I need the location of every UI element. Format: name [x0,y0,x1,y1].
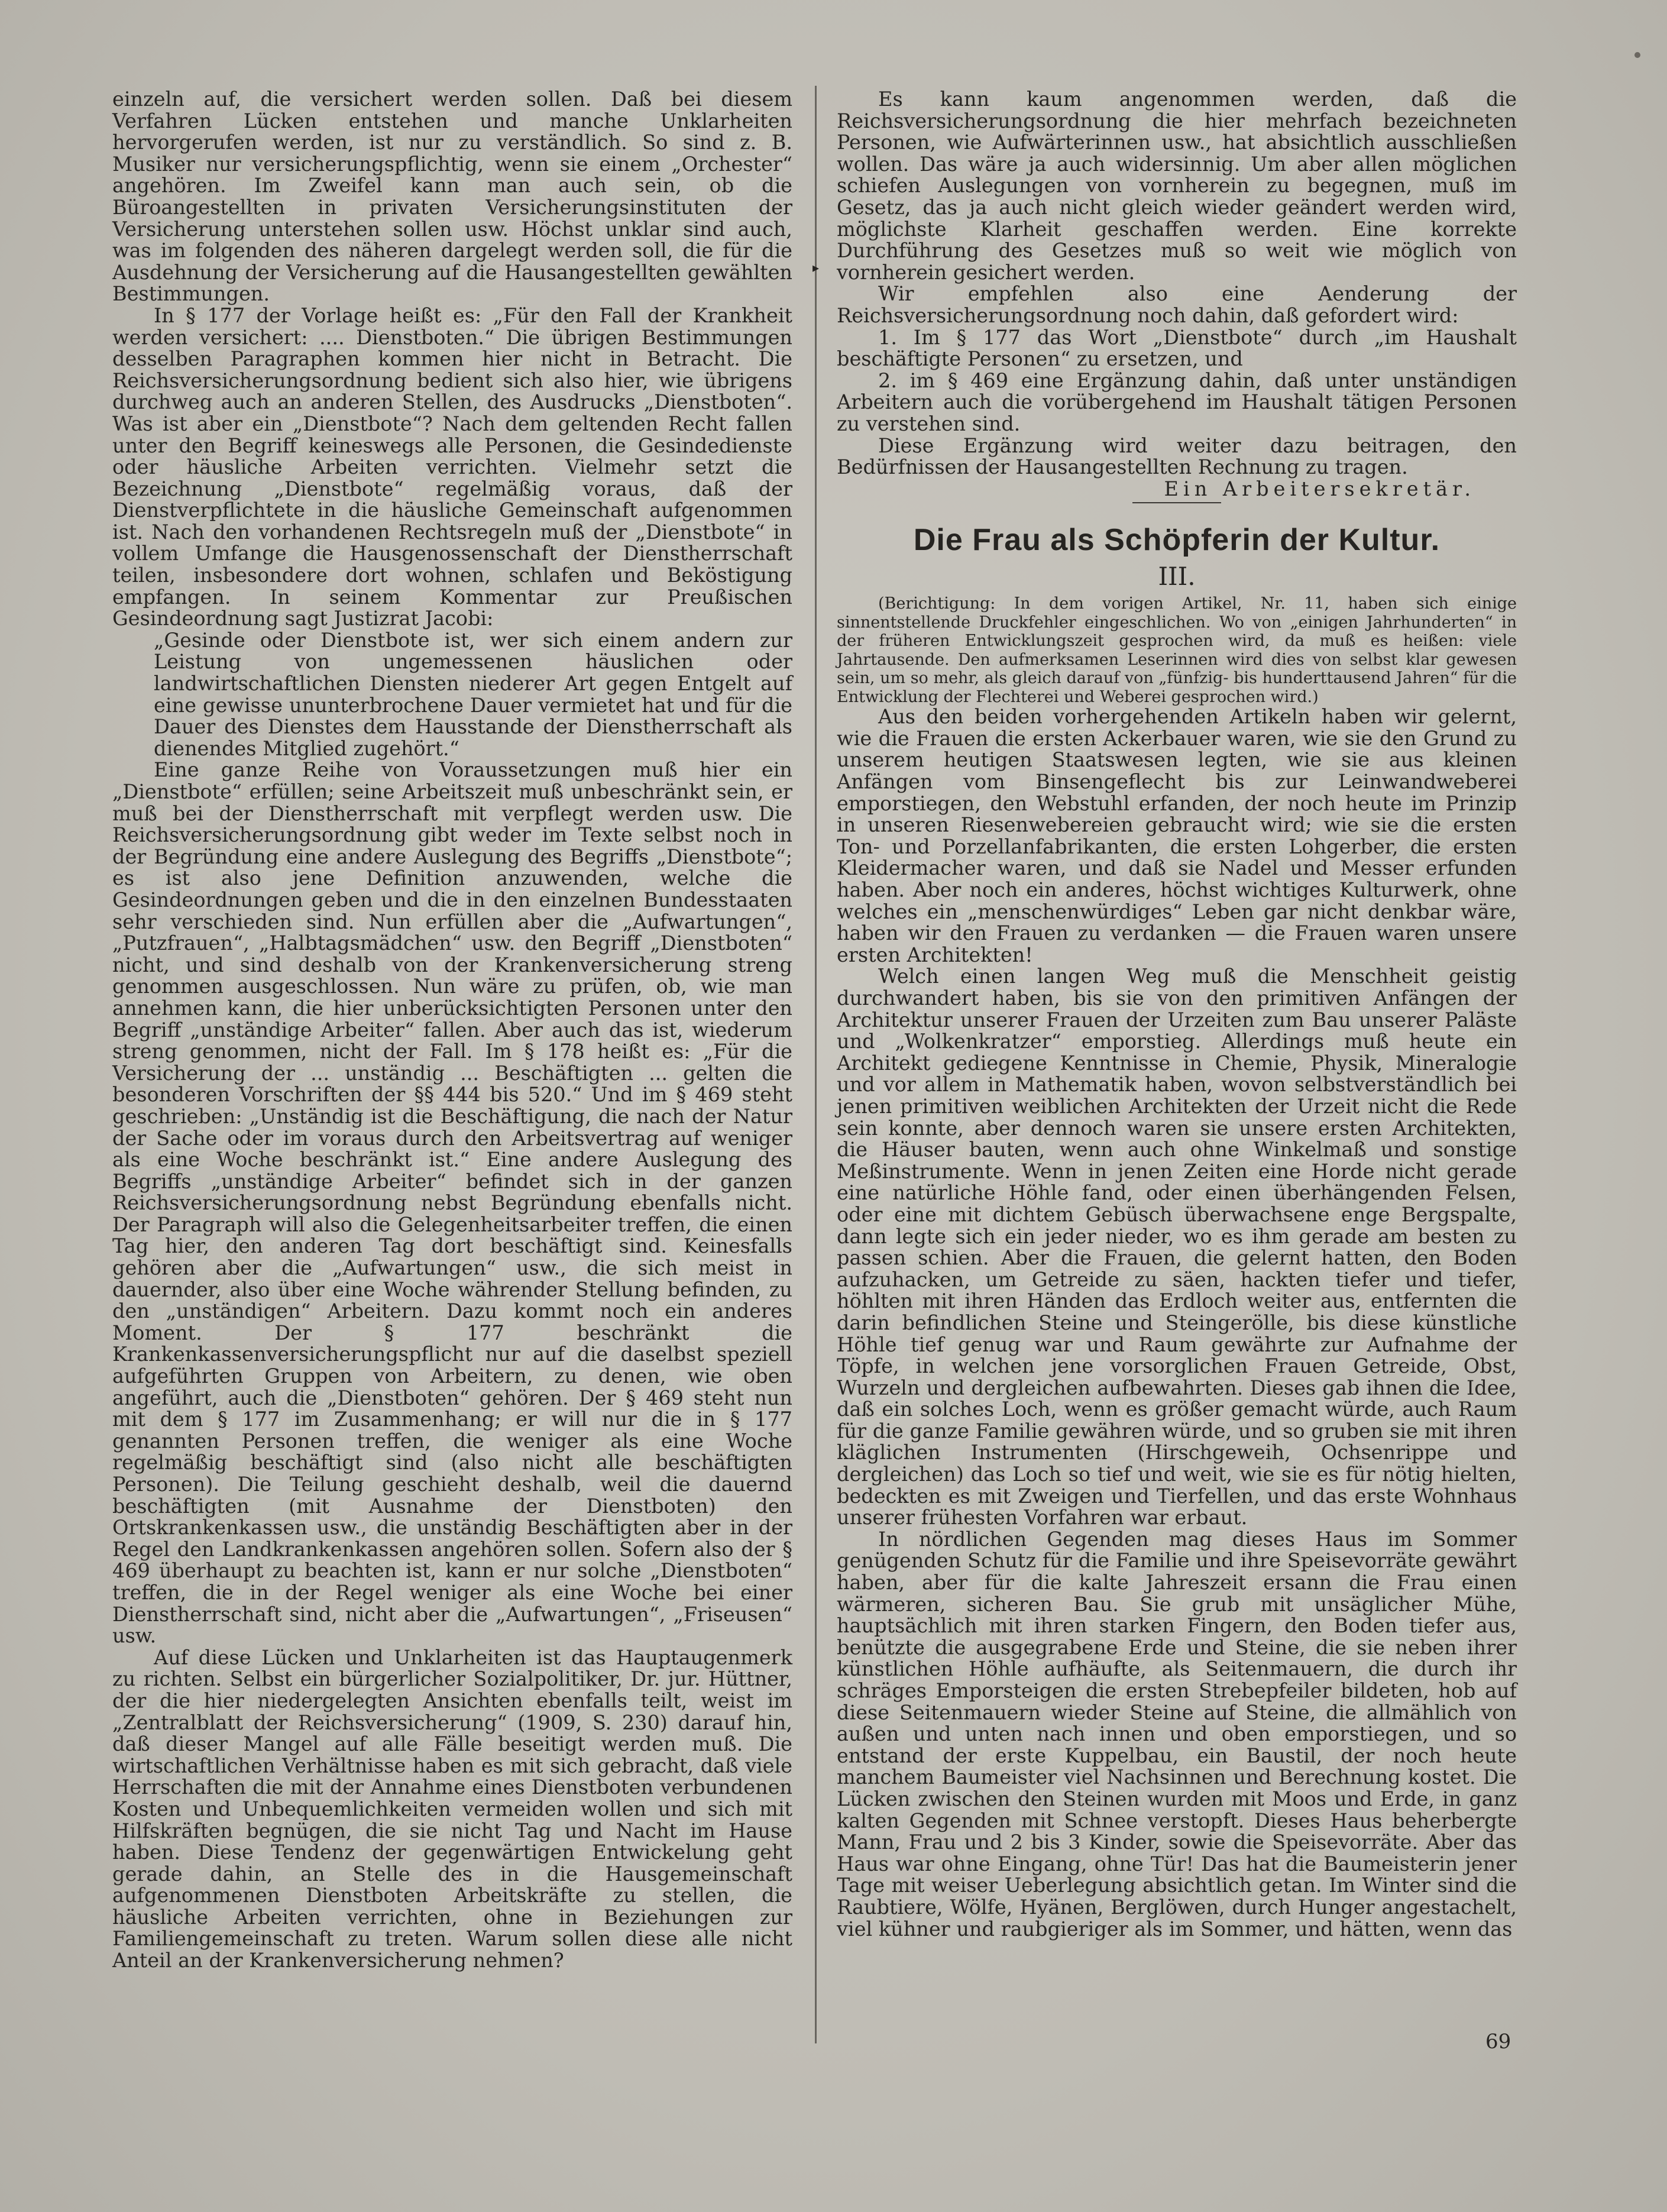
article-paragraph-1: Aus den beiden vorhergehenden Artikeln haben wir gelernt, wie die Frauen die ersten Ackerbauer waren, wie sie den Grund zu unserem heutigen Staatswesen legten, wie sie aus kleinen Anfängen vom Binsengeflecht bis zur Leinwandweberei emporstiegen, den Webstuhl erfanden, der noch heute im Prinzip in unseren Riesenwebereien gebraucht wird; wie sie die ersten Ton- und Porzellanfabrikanten, die ersten Lohgerber, die ersten Kleidermacher waren, und daß sie Nadel und Messer erfunden haben. Aber noch ein anderes, höchst wichtiges Kulturwerk, ohne welches ein „menschenwürdiges“ Leben gar nicht denkbar wäre, haben wir den Frauen zu verdanken — die Frauen waren unsere ersten Architekten! [837,705,1517,966]
article-part-number: III. [1158,562,1196,591]
right-paragraph-2: Wir empfehlen also eine Aenderung der Reichsversicherungsordnung noch dahin, daß gefordert wird: [837,282,1517,327]
closing-paragraph: Diese Ergänzung wird weiter dazu beitragen, den Bedürfnissen der Hausangestellten Rechnung zu tragen. [837,434,1517,479]
column-divider [813,86,820,2043]
article-paragraph-3: In nördlichen Gegenden mag dieses Haus im Sommer genügenden Schutz für die Familie und ihre Speisevorräte gewährt haben, aber für die kalte Jahreszeit ersann die Frau einen wärmeren, sicheren Bau. Sie grub mit unsäglicher Mühe, hauptsächlich mit ihren starken Fingern, den Boden tiefer aus, benützte die ausgegrabene Erde und Steine, die sie neben ihrer künstlichen Höhle aufhäufte, als Seitenmauern, die durch ihr schräges Emporsteigen die ersten Strebepfeiler bildeten, hob auf diese Seitenmauern wieder Steine auf Steine, die allmählich von außen und unten nach innen und oben emporstiegen, und so entstand der erste Kuppelbau, ein Baustil, der noch heute manchem Baumeister viel Nachsinnen und Berechnung kostet. Die Lücken zwischen den Steinen wurden mit Moos und Erde, in ganz kalten Gegenden mit Schnee verstopft. Dieses Haus beherbergte Mann, Frau und 2 bis 3 Kinder, sowie die Speisevorräte. Aber das Haus war ohne Eingang, ohne Tür! Das hat die Baumeisterin jener Tage mit weiser Ueberlegung absichtlich getan. Im Winter sind die Raubtiere, Wölfe, Hyänen, Berglöwen, durch Hunger angestachelt, viel kühner und raubgieriger als im Sommer, und hätten, wenn das [837,1527,1517,1941]
signature: Ein Arbeitersekretär. [1164,477,1475,500]
page-number: 69 [1485,2030,1511,2053]
left-paragraph-3: Eine ganze Reihe von Voraussetzungen muß hier ein „Dienstbote“ erfüllen; seine Arbeitszeit muß unbeschränkt sein, er muß bei der Dienstherrschaft mit verpflegt werden usw. Die Reichsversicherungsordnung gibt weder im Texte selbst noch in der Begründung eine andere Auslegung des Begriffs „Dienstbote“; es ist also jene Definition anzuwenden, welche die Gesindeordnungen geben und die in den einzelnen Bundesstaaten sehr verschieden sind. Nun erfüllen aber die „Aufwartungen“, „Putzfrauen“, „Halbtagsmädchen“ usw. den Begriff „Dienstboten“ nicht, und sind deshalb von der Krankenversicherung streng genommen ausgeschlossen. Nun wäre zu prüfen, ob, wie man annehmen kann, die hier unberücksichtigten Personen unter den Begriff „unständige Arbeiter“ fallen. Aber auch das ist, wiederum streng genommen, nicht der Fall. Im § 178 heißt es: „Für die Versicherung der ... unständig ... Beschäftigten ... gelten die besonderen Vorschriften der §§ 444 bis 520.“ Und im § 469 steht geschrieben: „Unständig ist die Beschäftigung, die nach der Natur der Sache oder im voraus durch den Arbeitsvertrag auf weniger als eine Woche beschränkt ist.“ Eine andere Auslegung des Begriffs „unständige Arbeiter“ befindet sich in der ganzen Reichsversicherungsordnung nebst Begründung ebenfalls nicht. Der Paragraph will also die Gelegenheitsarbeiter treffen, die einen Tag hier, den anderen Tag dort beschäftigt sind. Keinesfalls gehören aber die „Aufwartungen“ usw., die sich meist in dauernder, also über eine Woche währender Stellung befinden, zu den „unständigen“ Arbeitern. Dazu kommt noch ein anderes Moment. Der § 177 beschränkt die Krankenkassenversicherungspflicht nur auf die daselbst speziell aufgeführten Gruppen von Arbeitern, zu denen, wie oben angeführt, auch die „Dienstboten“ gehören. Der § 469 steht nun mit dem § 177 im Zusammenhang; er will nur die in § 177 genannten Personen treffen, die weniger als eine Woche regelmäßig beschäftigt sind (also nicht alle beschäftigten Personen). Die Teilung geschieht deshalb, weil die dauernd beschäftigten (mit Ausnahme der Dienstboten) den Ortskrankenkassen usw., die unständig Beschäftigten aber in der Regel den Landkrankenkassen angehören sollen. Sofern also der § 469 überhaupt zu beachten ist, kann er nur solche „Dienstboten“ treffen, die in der Regel weniger als eine Woche bei einer Dienstherrschaft sind, nicht aber die „Aufwartungen“, „Friseusen“ usw. [112,758,792,1648]
demand-1: 1. Im § 177 das Wort „Dienstbote“ durch „im Haushalt beschäftigte Personen“ zu ersetzen, und [837,325,1517,371]
left-paragraph-1: einzeln auf, die versichert werden sollen. Daß bei diesem Verfahren Lücken entstehen und manche Unklarheiten hervorgerufen werden, ist nur zu verständlich. So sind z. B. Musiker nur versicherungspflichtig, wenn sie einem „Orchester“ angehören. Im Zweifel kann man auch sein, ob die Büroangestellten in privaten Versicherungsinstituten der Versicherung unterstehen sollen usw. Höchst unklar sind auch, was im folgenden des näheren dargelegt werden soll, die für die Ausdehnung der Versicherung auf die Hausangestellten gewählten Bestimmungen. [112,88,792,306]
jacobi-quote: „Gesinde oder Dienstbote ist, wer sich einem andern zur Leistung von ungemessenen häuslichen oder landwirtschaftlichen Diensten niederer Art gegen Entgelt auf eine gewisse ununterbrochene Dauer vermietet hat und für die Dauer des Dienstes dem Hausstande der Dienstherrschaft als dienendes Mitglied zugehört.“ [154,628,792,760]
right-paragraph-1: Es kann kaum angenommen werden, daß die Reichsversicherungsordnung die hier mehrfach bezeichneten Personen, wie Aufwärterinnen usw., hat absichtlich ausschließen wollen. Das wäre ja auch widersinnig. Um aber allen möglichen schiefen Auslegungen von vornherein zu begegnen, muß im Gesetz, das ja auch nicht gleich wieder geändert werden wird, möglichste Klarheit geschaffen werden. Eine korrekte Durchführung des Gesetzes muß so weit wie möglich von vornherein gesichert werden. [837,88,1517,284]
correction-note: (Berichtigung: In dem vorigen Artikel, Nr. 11, haben sich einige sinnentstellende Druckfehler eingeschlichen. Wo von „einigen Jahrhunderten“ in der früheren Entwicklungszeit gesprochen wird, da muß es heißen: viele Jahrtausende. Den aufmerksamen Leserinnen wird dies von selbst klar gewesen sein, um so mehr, als gleich darauf von „fünfzig- bis hunderttausend Jahren“ für die Entwicklung der Flechterei und Weberei gesprochen wird.) [837,594,1517,706]
article-title: Die Frau als Schöpferin der Kultur. [913,523,1441,558]
article-paragraph-2: Welch einen langen Weg muß die Menschheit geistig durchwandert haben, bis sie von den primitiven Anfängen der Architektur unserer Frauen der Urzeiten zum Bau unserer Paläste und „Wolkenkratzer“ emporstieg. Allerdings muß heute ein Architekt gediegene Kenntnisse in Chemie, Physik, Mineralogie und vor allem in Mathematik haben, wovon selbstverständlich bei jenen primitiven weiblichen Architekten der Urzeit nicht die Rede sein konnte, aber dennoch waren sie unsere ersten Architekten, die Häuser bauten, wenn auch ohne Winkelmaß und sonstige Meßinstrumente. Wenn in jenen Zeiten eine Horde nicht gerade eine natürliche Höhle fand, oder einen überhängenden Felsen, oder eine mit dichtem Gebüsch überwachsene enge Bergspalte, dann legte sich ein jeder nieder, wo es ihm gerade am besten zu passen schien. Aber die Frauen, die gelernt hatten, den Boden aufzuhacken, um Getreide zu säen, hackten tiefer und tiefer, höhlten mit ihren Händen das Erdloch weiter aus, entfernten die darin befindlichen Steine und Steingerölle, bis diese künstliche Höhle tief genug war und Raum gewährte zur Aufnahme der Töpfe, in welchen jene vorsorglichen Frauen Getreide, Obst, Wurzeln und dergleichen aufbewahrten. Dieses gab ihnen die Idee, daß ein solches Loch, wenn es größer gemacht würde, auch Raum für die ganze Familie gewähren würde, und so gruben sie mit ihren kläglichen Instrumenten (Hirschgeweih, Ochsenrippe und dergleichen) das Loch so tief und weit, wie sie es für nötig hielten, bedeckten es mit Zweigen und Tierfellen, und das erste Wohnhaus unserer frühesten Vorfahren war erbaut. [837,965,1517,1529]
left-paragraph-2: In § 177 der Vorlage heißt es: „Für den Fall der Krankheit werden versichert: .... Dienstboten.“ Die übrigen Bestimmungen desselben Paragraphen kommen hier nicht in Betracht. Die Reichsversicherungsordnung bedient sich also hier, wie übrigens durchweg auch an anderen Stellen, des Ausdrucks „Dienstboten“. Was ist aber ein „Dienstbote“? Nach dem geltenden Recht fallen unter den Begriff keineswegs alle Personen, die Gesindedienste oder häusliche Arbeiten verrichten. Vielmehr setzt die Bezeichnung „Dienstbote“ regelmäßig voraus, daß der Dienstverpflichtete in die häusliche Gemeinschaft aufgenommen ist. Nach den vorhandenen Rechtsregeln muß der „Dienstbote“ in vollem Umfange die Hausgenossenschaft der Dienstherrschaft teilen, insbesondere dort wohnen, schlafen und Beköstigung empfangen. In seinem Kommentar zur Preußischen Gesindeordnung sagt Justizrat Jacobi: [112,303,792,630]
ink-speck [1634,52,1640,58]
demand-2: 2. im § 469 eine Ergänzung dahin, daß unter unständigen Arbeitern auch die vorübergehend im Haushalt tätigen Personen zu verstehen sind. [837,368,1517,435]
left-column [112,89,792,1972]
margin-mark: ▸ [813,261,820,276]
section-rule [1132,502,1221,503]
left-paragraph-4: Auf diese Lücken und Unklarheiten ist das Hauptaugenmerk zu richten. Selbst ein bürgerlicher Sozialpolitiker, Dr. jur. Hüttner, der die hier niedergelegten Ansichten ebenfalls teilt, weist im „Zentralblatt der Reichsversicherung“ (1909, S. 230) darauf hin, daß dieser Mangel auf alle Fälle beseitigt werden muß. Die wirtschaftlichen Verhältnisse haben es mit sich gebracht, daß viele Herrschaften die mit der Annahme eines Dienstboten verbundenen Kosten und Unbequemlichkeiten vermeiden wollen und sich mit Hilfskräften begnügen, die sie nicht Tag und Nacht im Hause haben. Diese Tendenz der gegenwärtigen Entwickelung geht gerade dahin, an Stelle des in die Hausgemeinschaft aufgenommenen Dienstboten Arbeitskräfte zu stellen, die häusliche Arbeiten verrichten, ohne in Beziehungen zur Familiengemeinschaft zu treten. Warum sollen diese alle nicht Anteil an der Krankenversicherung nehmen? [112,1645,792,1972]
right-column [837,89,1517,1940]
